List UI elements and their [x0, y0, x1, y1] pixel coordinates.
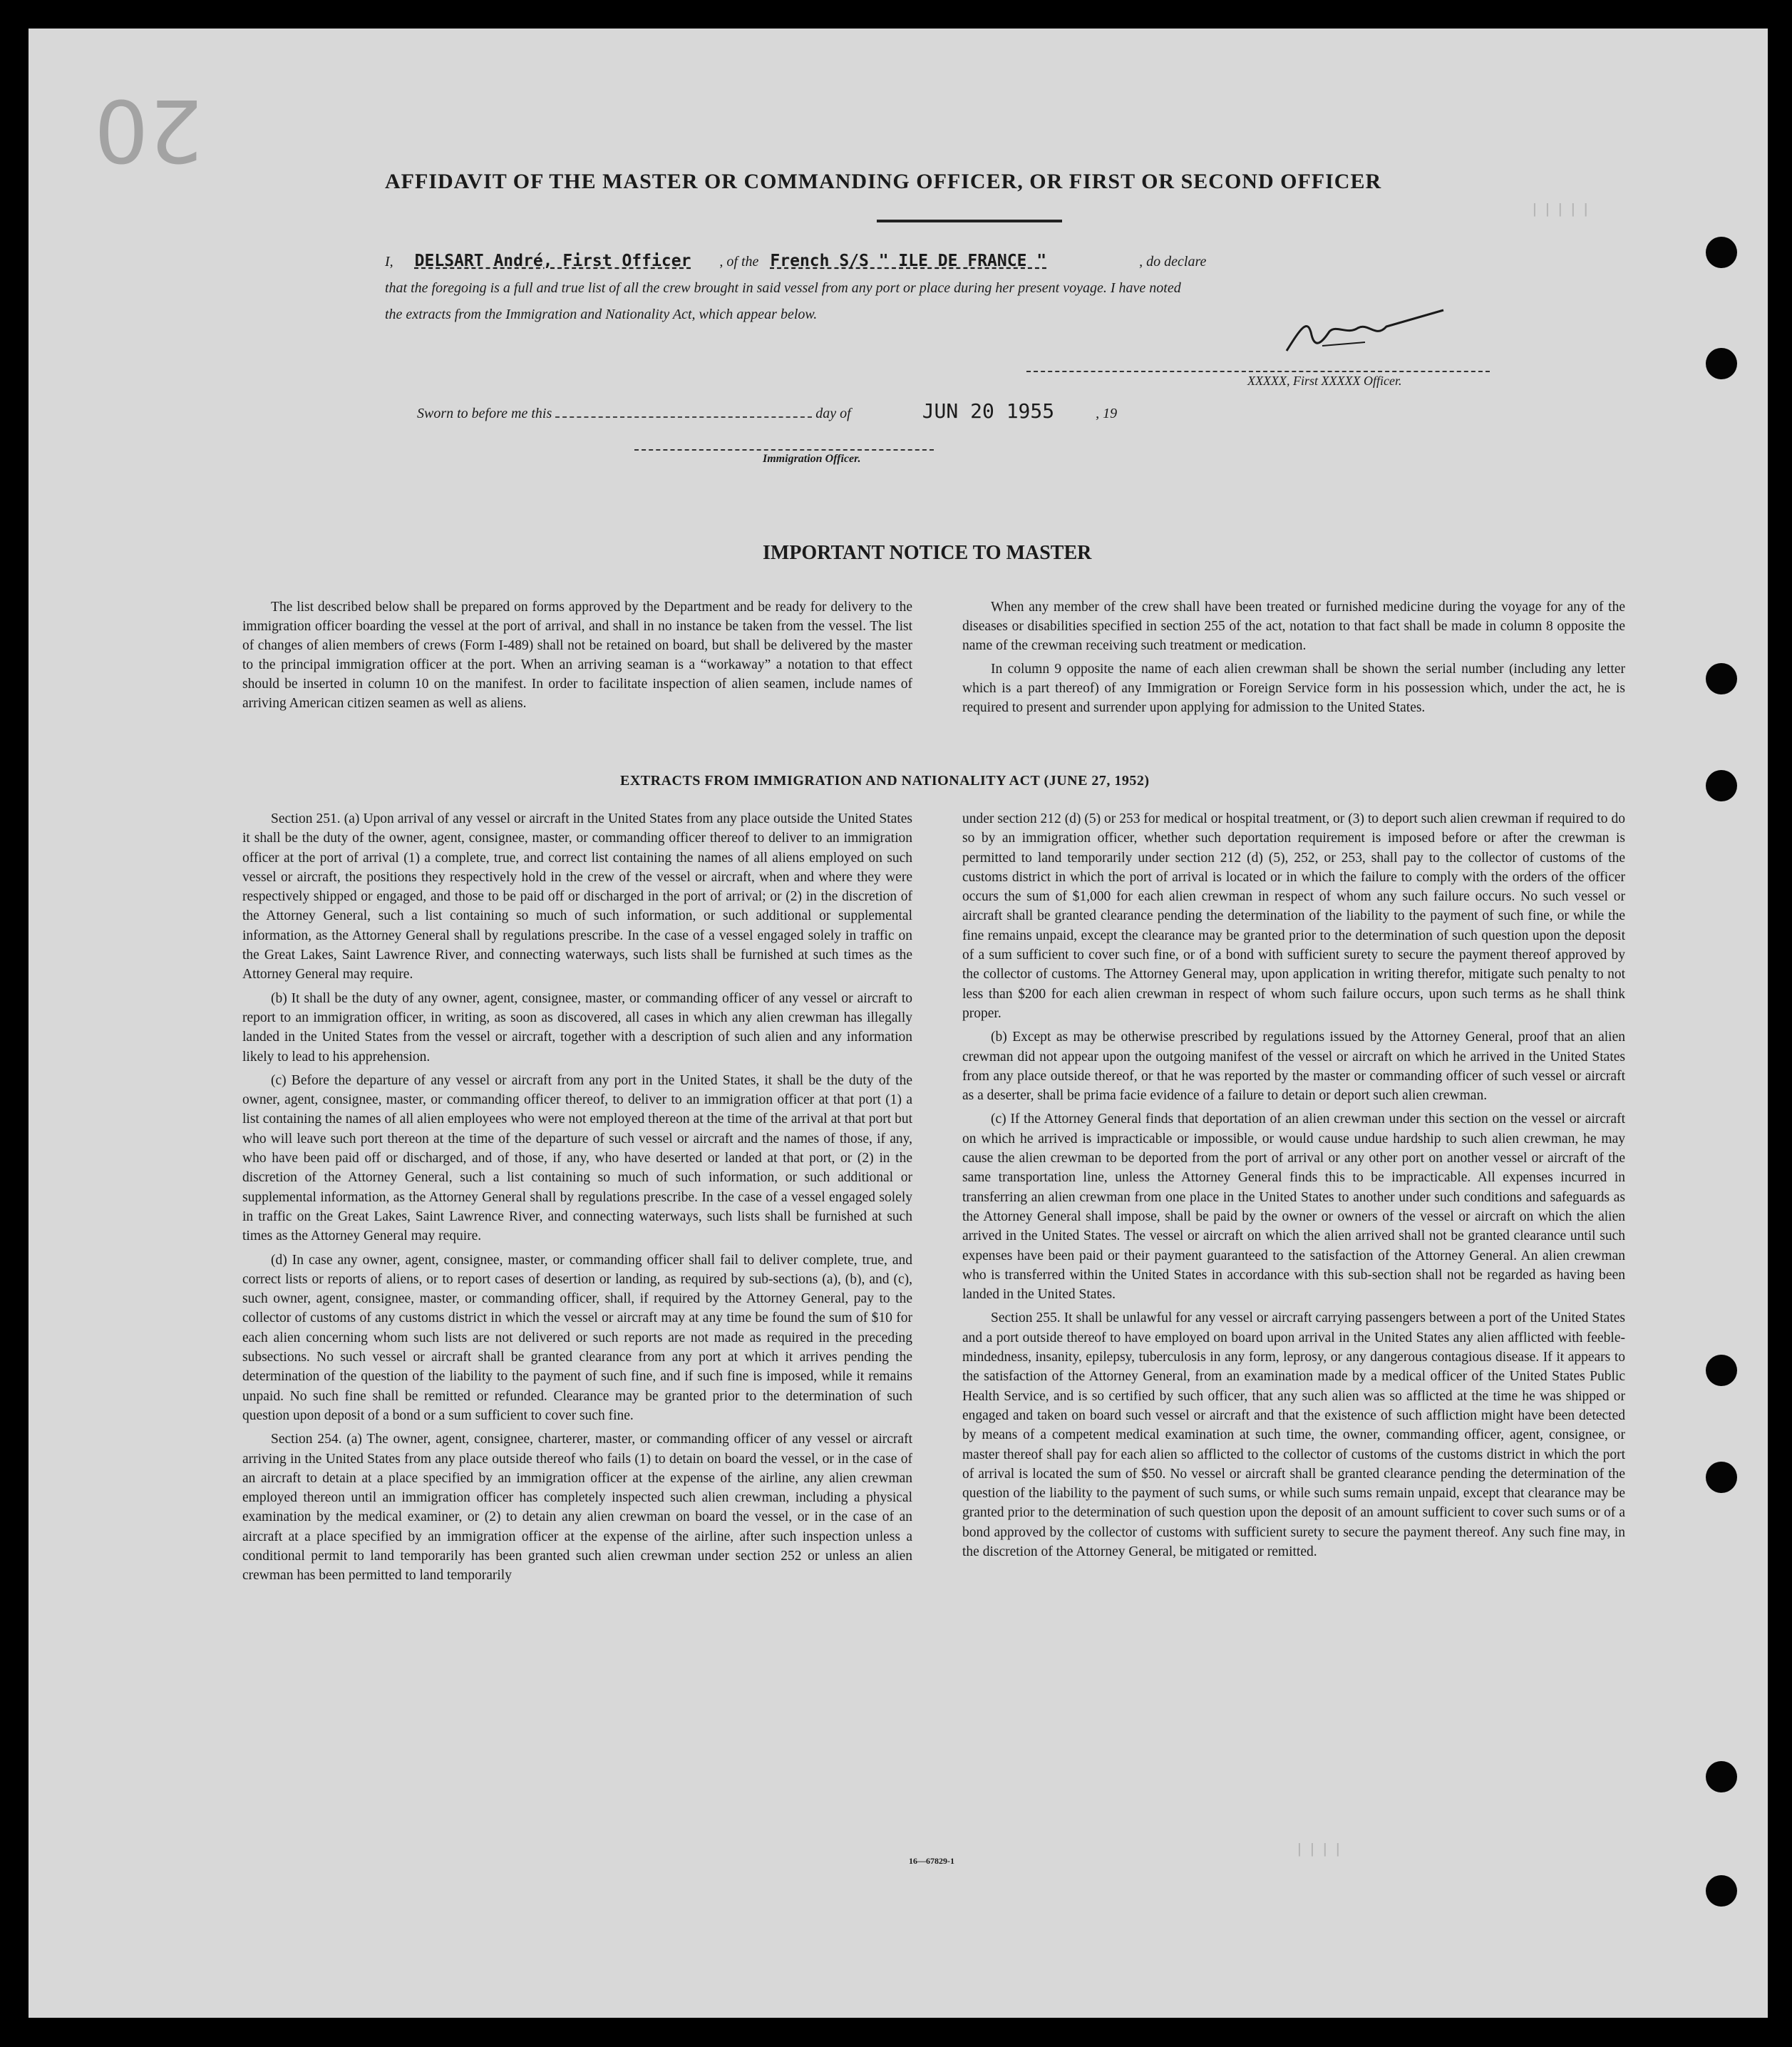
sworn-prefix: Sworn to before me this — [417, 406, 552, 421]
punch-hole — [1706, 1462, 1737, 1493]
sworn-date: JUN 20 1955 — [922, 399, 1055, 423]
declaration-line-1 — [385, 252, 1497, 270]
page-number: 20 — [94, 80, 203, 179]
signer-title: XXXXX, First XXXXX Officer. — [1247, 374, 1402, 388]
extracts-right-column — [962, 809, 1625, 1566]
punch-hole — [1706, 1355, 1737, 1386]
extract-paragraph: (c) If the Attorney General finds that deportation of an alien crewman under this section on the vessel or aircraft on which he arrived is impracticable or impossible, or would cause undue hardship to such alien crewman, he may cause the alien crewman to be deported from the port of arrival or any other port on another vessel or aircraft of the same transportation line, unless the Attorney General finds this to be impracticable. All expenses incurred in transferring an alien crewman from one place in the United States to another under such conditions and safeguards as the Attorney General shall impose, shall be paid by the owner or owners of the vessel or aircraft on which the alien arrived in the United States. The vessel or aircraft on which the alien arrived shall not be granted clearance until such expenses have been paid or their payment guaranteed to the satisfaction of the Attorney General. An alien crewman who is transferred within the United States in accordance with this sub-section shall not be regarded as having been landed in the United States. — [962, 1112, 1625, 1303]
extract-paragraph: (b) Except as may be otherwise prescribed by regulations issued by the Attorney General, proof that an alien crewman did not appear upon the outgoing manifest of the vessel or aircraft on which he arrived in the United States from any place outside thereof, or that he was reported by the master or commanding officer of such vessel or aircraft as a deserter, shall be prima facie evidence of a failure to detain or deport such alien crewman. — [962, 1030, 1625, 1104]
declarant-name: DELSART André, First Officer — [414, 252, 691, 270]
bleed-through-text: ꟾ ꟾ ꟾ ꟾ — [1297, 1840, 1340, 1857]
extract-paragraph: Section 255. It shall be unlawful for any vessel or aircraft carrying passengers between a port of the United States and a port outside thereof to have employed on board upon arrival in the United States any alien afflicted with feeble-mindedness, insanity, epilepsy, tuberculosis in any form, leprosy, or any dangerous contagious disease. If it appears to the satisfaction of the Attorney General, from an examination made by a medical officer of the United States Public Health Service, and is so certified by such officer, that any such alien was so afflicted at the time he was shipped or engaged and taken on board such vessel or aircraft and that the existence of such affliction might have been detected by means of a competent medical examination at such time, the owner, commanding officer, agent, consignee, or master thereof shall pay for each alien so afflicted to the collector of customs of the customs district in which the port of arrival is located the sum of $50. No vessel or aircraft shall be granted clearance pending the determination of the question of the liability to the payment of such sums, or while such sums remain unpaid, except that clearance may be granted prior to the determination of such question upon the deposit of an amount sufficient to cover such sums or of a bond approved by the collector of customs with sufficient surety to secure the payment thereof. Any such fine may, in the discretion of the Attorney General, be mitigated or remitted. — [962, 1310, 1625, 1559]
punch-hole — [1706, 1875, 1737, 1907]
punch-hole — [1706, 1761, 1737, 1792]
signature-line — [1026, 371, 1490, 372]
extract-paragraph: under section 212 (d) (5) or 253 for medical or hospital treatment, or (3) to deport such alien crewman if required to do so by an immigration officer, whether such deportation requirement is imposed before or after the crewman is permitted to land temporarily under section 212 (d) (5), 252, or 253, shall pay to the collector of customs of the customs district in which the port of arrival is located or in which the failure to comply with the orders of the officer occurs the sum of $1,000 for each alien crewman in respect of whom any such failure occurs. No such vessel or aircraft shall be granted clearance pending the determination of the liability to the payment of such fine, or while the fine remains unpaid, except the clearance may be granted prior to the determination of such question upon the deposit of a sum sufficient to cover such fine, or of a bond with sufficient surety to secure the payment thereof approved by the collector of customs. The Attorney General may, upon application in writing therefor, mitigate such penalty to not less than $200 for each alien crewman in respect of whom such failure occurs, upon such terms as he shall think proper. — [962, 811, 1625, 1021]
extract-paragraph: Section 254. (a) The owner, agent, consignee, charterer, master, or commanding officer of any vessel or aircraft arriving in the United States from any place outside thereof who fails (1) to detain on board the vessel, or in the case of an aircraft to detain at a place specified by an immigration officer at the expense of the airline, any alien crewman employed thereon until an immigration officer has completely inspected such alien crewman, including a physical examination by the medical examiner, or (2) to detain any alien crewman on board the vessel, or in the case of an aircraft at a place specified by an immigration officer at the expense of the airline, after such inspection unless a conditional permit to land temporarily has been granted such alien crewman under section 252 or unless an alien crewman has been permitted to land temporarily — [242, 1432, 912, 1584]
signature — [1279, 307, 1451, 364]
vessel-name: French S/S " ILE DE FRANCE " — [770, 252, 1047, 270]
sworn-year-prefix: , 19 — [1096, 406, 1118, 421]
document-sheet — [29, 29, 1768, 2018]
declaration-of-the: , of the — [719, 254, 759, 270]
punch-hole — [1706, 663, 1737, 694]
officer-label: Immigration Officer. — [763, 453, 861, 465]
extract-paragraph: Section 251. (a) Upon arrival of any vessel or aircraft in the United States from any place outside the United States it shall be the duty of the owner, agent, consignee, master, or commanding officer thereof to deliver to an immigration officer at the port of arrival (1) a complete, true, and correct list containing the names of all aliens employed on such vessel or aircraft, the positions they respectively hold in the crew of the vessel or aircraft, when and where they were respectively shipped or engaged, and those to be paid off or discharged in the port of arrival; or (2) in the discretion of the Attorney General, such a list containing so much of such information, or such additional or supplemental information, as the Attorney General shall by regulations prescribe. In the case of a vessel engaged solely in traffic on the Great Lakes, Saint Lawrence River, and connecting waterways, such lists shall be furnished at such times as the Attorney General may require. — [242, 811, 912, 983]
title-rule — [877, 220, 1062, 222]
punch-hole — [1706, 348, 1737, 379]
extract-paragraph: (b) It shall be the duty of any owner, agent, consignee, master, or commanding officer of any vessel or aircraft to report to an immigration officer, in writing, as soon as discovered, all cases in which any alien crewman has illegally landed in the United States from the vessel or aircraft, together with a description of such alien and any information likely to lead to his apprehension. — [242, 990, 912, 1064]
notice-right-column — [962, 597, 1625, 722]
extract-paragraph: (c) Before the departure of any vessel or aircraft from any port in the United States, it shall be the duty of the owner, agent, consignee, master, or commanding officer thereof, to deliver to an immigration officer at that port (1) a list containing the names of all alien employees who were not employed thereon at the time of the arrival at that port but who will leave such port thereon at the time of the departure of such vessel or aircraft and the names of those, if any, who have been paid off or discharged, and of those, if any, who have deserted or landed at that port, or (2) in the discretion of the Attorney General, such a list containing so much of such information, or such additional or supplemental information, as the Attorney General shall by regulations prescribe. In the case of a vessel engaged solely in traffic on the Great Lakes, Saint Lawrence River, and connecting waterways, such lists shall be furnished at such times as the Attorney General may require. — [242, 1072, 912, 1244]
notice-paragraph: The list described below shall be prepared on forms approved by the Department and be ready for delivery to the immigration officer boarding the vessel at the port of arrival, and shall in no instance be taken from the vessel. The list of changes of alien members of crews (Form I-489) shall not be retained on board, but shall be delivered by the master to the principal immigration officer at the port. When an arriving seaman is a “workaway” a notation to that effect should be inserted in column 10 on the manifest. In order to facilitate inspection of alien seamen, include names of arriving American citizen seamen as well as aliens. — [242, 600, 912, 711]
affidavit-title: AFFIDAVIT OF THE MASTER OR COMMANDING OFFICER, OR FIRST OR SECOND OFFICER — [385, 170, 1382, 193]
declaration-line-2: that the foregoing is a full and true list of all the crew brought in said vessel from any port or place during her present voyage. I have noted — [385, 280, 1181, 296]
notice-left-column — [242, 597, 912, 717]
extract-paragraph: (d) In case any owner, agent, consignee, master, or commanding officer shall fail to deliver complete, true, and correct lists or reports of aliens, or to report cases of desertion or landing, as required by sub-sections (a), (b), and (c), such owner, agent, consignee, master, or commanding officer, shall, if required by the Attorney General, pay to the collector of customs of any customs district in which the vessel or aircraft may at any time be found the sum of $10 for each alien concerning whom such lists are not delivered or such reports are not made as required in the preceding subsections. No such vessel or aircraft shall be granted clearance from any port at which it arrives pending the determination of the question of the liability to the payment of such fine, and if such fine is imposed, while it remains unpaid. No such fine shall be remitted or refunded. Clearance may be granted prior to the determination of such question upon deposit of a bond or a sum sufficient to cover such fine. — [242, 1252, 912, 1423]
declaration-do-declare: , do declare — [1139, 254, 1207, 270]
sworn-day-of: day of — [815, 406, 851, 421]
sworn-statement — [417, 399, 1272, 423]
extracts-left-column — [242, 809, 912, 1590]
declaration-line-3: the extracts from the Immigration and Nationality Act, which appear below. — [385, 307, 818, 322]
bleed-through-text: ꟾ ꟾ ꟾ ꟾ ꟾ — [1533, 200, 1588, 217]
officer-signature-line — [634, 449, 934, 451]
notice-paragraph: In column 9 opposite the name of each alien crewman shall be shown the serial number (including any letter which is a part thereof) of any Immigration or Foreign Service form in his possession which, under the act, he is required to present and surrender upon applying for admission to the United States. — [962, 662, 1625, 715]
notice-heading: IMPORTANT NOTICE TO MASTER — [763, 542, 1092, 564]
declaration-i: I, — [385, 254, 393, 270]
form-number: 16—67829-1 — [909, 1856, 954, 1866]
punch-hole — [1706, 237, 1737, 268]
extracts-heading: EXTRACTS FROM IMMIGRATION AND NATIONALITY ACT (JUNE 27, 1952) — [620, 773, 1150, 789]
punch-hole — [1706, 770, 1737, 801]
notice-paragraph: When any member of the crew shall have been treated or furnished medicine during the voyage for any of the diseases or disabilities specified in section 255 of the act, notation to that fact shall be made in column 8 opposite the name of the crewman receiving such treatment or medication. — [962, 600, 1625, 653]
